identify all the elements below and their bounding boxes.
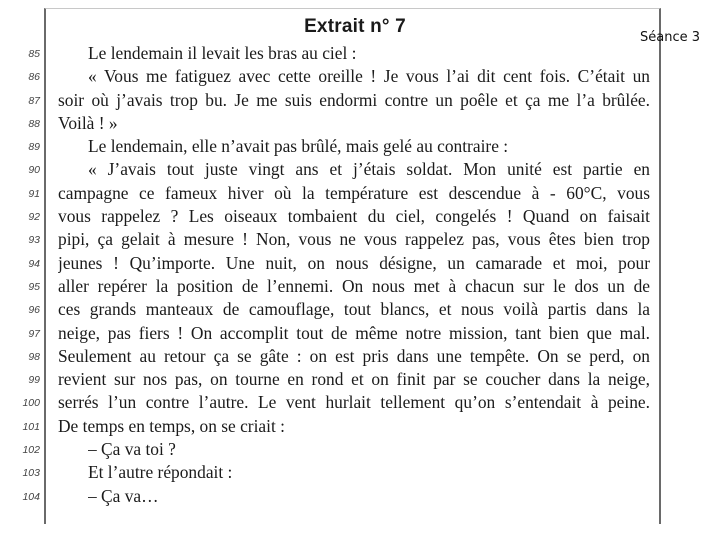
line-text: campagne ce fameux hiver où la température est descendue à - 60°C, vous <box>58 182 650 203</box>
line-number: 93 <box>28 234 40 247</box>
line-number: 88 <box>28 117 40 130</box>
line-text: Le lendemain il levait les bras au ciel : <box>88 43 357 63</box>
line-text: pipi, ça gelait à mesure ! Non, vous ne vous rappelez pas, vous êtes bien trop <box>58 229 650 250</box>
line-number: 104 <box>22 490 40 503</box>
text-line <box>0 89 720 112</box>
line-text: « J’avais tout juste vingt ans et j’étais soldat. Mon unité est partie en <box>88 159 650 180</box>
line-number: 99 <box>28 374 40 387</box>
text-line <box>0 182 720 205</box>
line-text: ces grands manteaux de camouflage, tout blancs, et nous voilà partis dans la <box>58 299 650 320</box>
session-label: Séance 3 <box>639 30 700 45</box>
line-text: Et l’autre répondait : <box>88 462 233 483</box>
text-line <box>0 415 720 438</box>
line-text: neige, pas fiers ! On accomplit tout de même notre mission, tant bien que mal. <box>58 322 650 343</box>
text-line <box>0 298 720 321</box>
line-number: 89 <box>28 141 40 154</box>
text-line <box>0 461 720 484</box>
text-line <box>0 368 720 391</box>
line-number: 98 <box>28 350 40 363</box>
line-number: 103 <box>22 467 40 480</box>
line-number: 87 <box>28 94 40 107</box>
line-number: 92 <box>28 211 40 224</box>
text-line <box>0 345 720 368</box>
line-text: « Vous me fatiguez avec cette oreille ! Je vous l’ai dit cent fois. C’était un <box>88 66 650 87</box>
line-text: soir où j’avais trop bu. Je me suis endormi contre un poêle et ça me l’a brûlée. <box>58 89 650 110</box>
line-number: 97 <box>28 327 40 340</box>
text-line <box>0 205 720 228</box>
line-text: Le lendemain, elle n’avait pas brûlé, mais gelé au contraire : <box>88 136 509 157</box>
text-line <box>0 158 720 181</box>
text-line <box>0 438 720 461</box>
line-text: Voilà ! » <box>58 112 118 133</box>
text-line <box>0 275 720 298</box>
line-text: – Ça va… <box>88 485 159 506</box>
text-body <box>0 42 720 508</box>
line-number: 85 <box>28 48 40 60</box>
line-number: 102 <box>22 444 40 457</box>
text-line <box>0 391 720 414</box>
line-number: 95 <box>28 280 40 293</box>
line-text: jeunes ! Qu’importe. Une nuit, on nous désigne, un camarade et moi, pour <box>58 252 650 273</box>
line-text: vous rappelez ? Les oiseaux tombaient du ciel, congelés ! Quand on faisait <box>58 206 650 227</box>
line-text: De temps en temps, on se criait : <box>58 415 285 436</box>
line-text: revient sur nos pas, on tourne en rond et on finit par se coucher dans la neige, <box>58 369 650 390</box>
line-text: – Ça va toi ? <box>88 439 176 460</box>
line-number: 91 <box>28 187 40 200</box>
line-number: 101 <box>22 420 40 433</box>
line-number: 94 <box>28 257 40 270</box>
text-line <box>0 135 720 158</box>
line-number: 96 <box>28 304 40 317</box>
line-text: Seulement au retour ça se gâte : on est pris dans une tempête. On se perd, on <box>58 345 650 366</box>
text-line <box>0 65 720 88</box>
text-line <box>0 252 720 275</box>
text-line <box>0 228 720 251</box>
line-number: 90 <box>28 164 40 177</box>
text-line <box>0 112 720 135</box>
line-number: 100 <box>22 397 40 410</box>
text-line <box>0 322 720 345</box>
text-line <box>0 485 720 508</box>
line-text: serrés l’un contre l’autre. Le vent hurlait tellement qu’on s’entendait à peine. <box>58 392 650 413</box>
line-text: aller repérer la position de l’ennemi. On nous met à chacun sur le dos un de <box>58 275 650 296</box>
document-title: Extrait n° 7 <box>304 16 406 37</box>
line-number: 86 <box>28 71 40 84</box>
text-line <box>0 42 720 65</box>
